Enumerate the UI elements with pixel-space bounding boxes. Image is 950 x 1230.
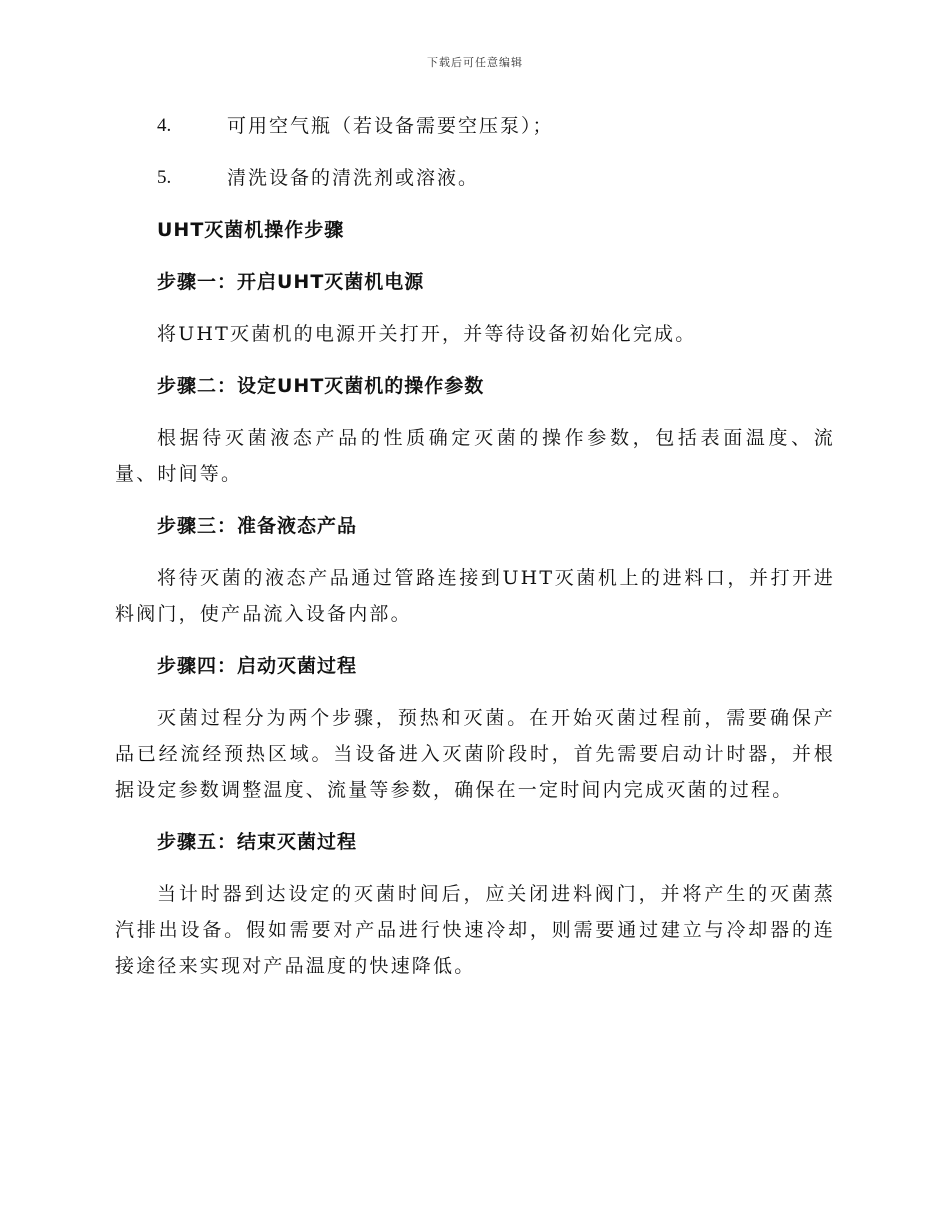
step-title: 步骤一：开启UHT灭菌机电源 — [157, 271, 425, 293]
step-title: 步骤三：准备液态产品 — [157, 515, 358, 537]
step-paragraph: 灭菌过程分为两个步骤，预热和灭菌。在开始灭菌过程前，需要确保产品已经流经预热区域。当设备进入灭菌阶段时，首先需要启动计时器，并根据设定参数调整温度、流量等参数，确保在一定时间内完成灭菌的过程。 — [115, 707, 835, 801]
step-title: 步骤五：结束灭菌过程 — [157, 831, 358, 853]
step-paragraph: 将待灭菌的液态产品通过管路连接到UHT灭菌机上的进料口，并打开进料阀门，使产品流入设备内部。 — [115, 567, 835, 625]
list-item — [115, 160, 835, 196]
list-text: 可用空气瓶（若设备需要空压泵）； — [227, 115, 554, 137]
list-text: 清洗设备的清洗剂或溶液。 — [227, 167, 480, 189]
document-body — [115, 108, 835, 1000]
list-number: 4. — [157, 115, 172, 136]
step-title: 步骤四：启动灭菌过程 — [157, 655, 358, 677]
step-title: 步骤二：设定UHT灭菌机的操作参数 — [157, 375, 485, 397]
step-paragraph: 当计时器到达设定的灭菌时间后，应关闭进料阀门，并将产生的灭菌蒸汽排出设备。假如需要对产品进行快速冷却，则需要通过建立与冷却器的连接途径来实现对产品温度的快速降低。 — [115, 883, 835, 977]
step-paragraph: 将UHT灭菌机的电源开关打开，并等待设备初始化完成。 — [157, 323, 697, 345]
list-number: 5. — [157, 167, 172, 188]
section-title: UHT灭菌机操作步骤 — [157, 219, 345, 241]
page-header: 下载后可任意编辑 — [427, 56, 523, 69]
step-paragraph: 根据待灭菌液态产品的性质确定灭菌的操作参数，包括表面温度、流量、时间等。 — [115, 427, 835, 485]
list-item — [115, 108, 835, 144]
